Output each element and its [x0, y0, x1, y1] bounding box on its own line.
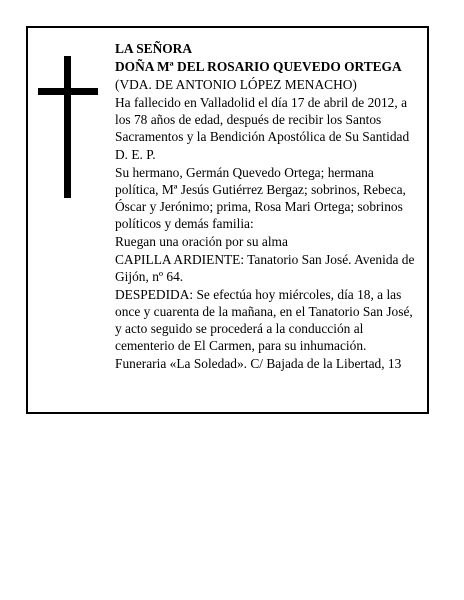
deceased-name: DOÑA Mª DEL ROSARIO QUEVEDO ORTEGA: [115, 59, 402, 74]
funeral-home-line: Funeraria «La Soledad». C/ Bajada de la Libertad, 13: [115, 356, 402, 371]
cross-icon: [38, 56, 98, 198]
death-notice: Ha fallecido en Valladolid el día 17 de abril de 2012, a los 78 años de edad, después de recibir los Santos Sacramentos y la Bendición Apostólica de Su Santidad: [115, 95, 410, 144]
prayer-line: Ruegan una oración por su alma: [115, 234, 288, 249]
farewell-paragraph: DESPEDIDA: Se efectúa hoy miércoles, día 18, a las once y cuarenta de la mañana, en el Tanatorio San José, y acto seguido se procederá a la conducción al cementerio de El Carmen, para su inhumación.: [115, 287, 413, 353]
obituary-text: [115, 40, 420, 373]
widow-of: (VDA. DE ANTONIO LÓPEZ MENACHO): [115, 77, 357, 92]
cross-horizontal-bar: [38, 88, 98, 95]
chapel-paragraph: CAPILLA ARDIENTE: Tanatorio San José. Avenida de Gijón, nº 64.: [115, 252, 415, 284]
family-paragraph: Su hermano, Germán Quevedo Ortega; hermana política, Mª Jesús Gutiérrez Bergaz; sobrinos, Rebeca, Óscar y Jerónimo; prima, Rosa Mari Ortega; sobrinos políticos y demás familia:: [115, 165, 406, 231]
obituary-notice: [26, 26, 429, 414]
obituary-title: LA SEÑORA: [115, 41, 193, 56]
rip-line: D. E. P.: [115, 147, 156, 162]
cross-vertical-bar: [64, 56, 71, 198]
